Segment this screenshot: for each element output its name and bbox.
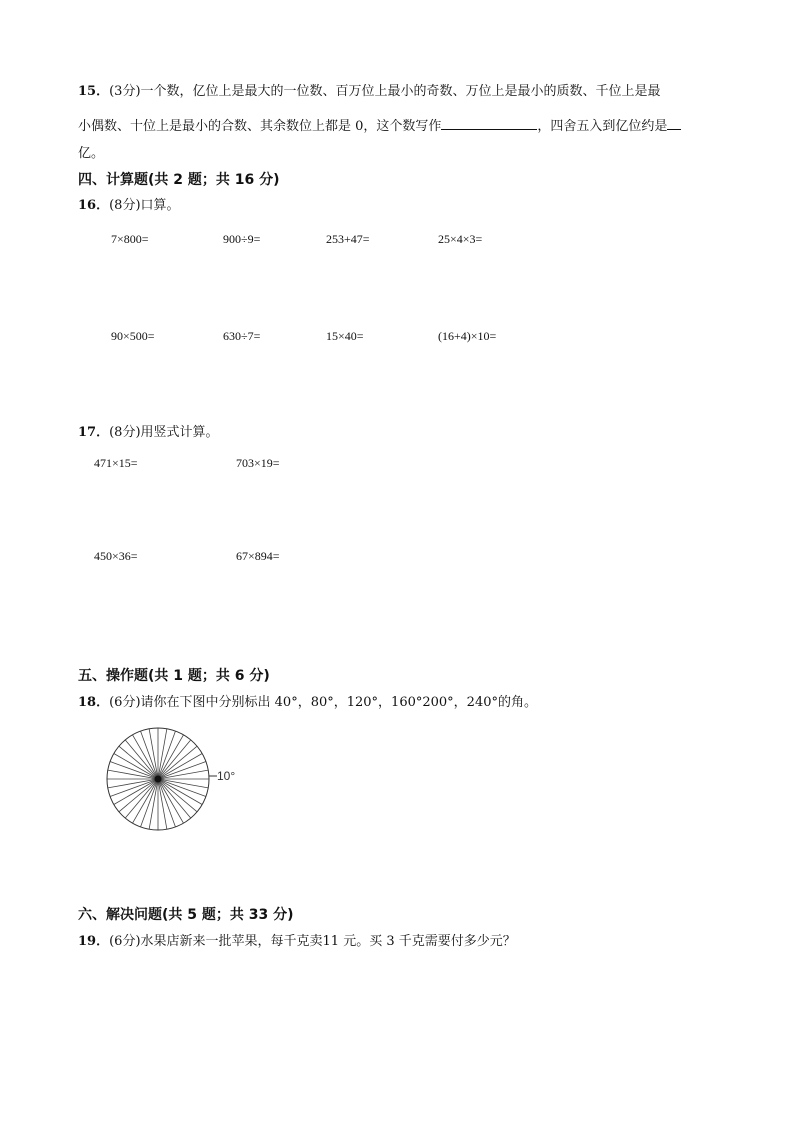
q16-expr-1: 7×800= [111, 232, 149, 246]
q16-expr-3: 253+47= [326, 232, 370, 246]
q16-expr-8: (16+4)×10= [438, 329, 497, 343]
q17-prompt: 用竖式计算。 [140, 425, 219, 440]
q19-score: (6分) [109, 934, 141, 949]
q15-line-3 [78, 145, 104, 163]
q18-number: 18 [78, 695, 97, 710]
q16-expr-2: 900÷9= [223, 232, 261, 246]
q15-text-2b: ，四舍五入到亿位约是 [537, 119, 668, 134]
q17-score: (8分) [109, 425, 141, 440]
q16-number: 16 [78, 198, 97, 213]
q18-score: (6分) [109, 695, 141, 710]
q17-expr-4: 67×894= [236, 549, 280, 563]
q16-expr-6: 630÷7= [223, 329, 261, 343]
q16-expr-4: 25×4×3= [438, 232, 483, 246]
center-point [155, 776, 162, 783]
q15-answer-blank-1[interactable] [441, 115, 537, 130]
q15-text-3: 亿。 [78, 146, 105, 161]
q16-prompt: 口算。 [140, 198, 180, 213]
q19-header: 19．(6分)水果店新来一批苹果，每千克卖11 元。买 3 千克需要付多少元？ [78, 934, 516, 949]
section-6-heading: 六、解决问题(共 5 题；共 33 分) [78, 907, 294, 923]
section-5-heading: 五、操作题(共 1 题；共 6 分) [78, 668, 270, 684]
q15-text-2a: 小偶数、十位上是最小的合数、其余数位上都是 0，这个数写作 [78, 119, 442, 134]
q19-prompt: 水果店新来一批苹果，每千克卖11 元。买 3 千克需要付多少元？ [140, 934, 516, 949]
q15-text-1: 一个数，亿位上是最大的一位数、百万位上最小的奇数、万位上是最小的质数、千位上是最 [140, 84, 661, 99]
angle-circle-diagram[interactable] [100, 722, 260, 838]
q17-header: 17．(8分)用竖式计算。 [78, 425, 219, 440]
angle-label: 10° [217, 769, 236, 783]
q17-number: 17 [78, 425, 97, 440]
q18-prompt: 请你在下图中分别标出 40°，80°，120°，160°200°，240°的角。 [140, 695, 537, 710]
q16-expr-5: 90×500= [111, 329, 155, 343]
section-4-heading: 四、计算题(共 2 题；共 16 分) [78, 172, 280, 188]
q15-score: (3分) [109, 84, 141, 99]
q18-header: 18．(6分)请你在下图中分别标出 40°，80°，120°，160°200°，240°的角。 [78, 695, 537, 710]
q15-line-1: 15．(3分)一个数，亿位上是最大的一位数、百万位上最小的奇数、万位上是最小的质数、千位上是最 [78, 84, 661, 99]
q15-answer-blank-2[interactable] [667, 115, 681, 130]
q15-line-2 [78, 115, 681, 136]
q16-header: 16．(8分)口算。 [78, 198, 180, 213]
q17-expr-3: 450×36= [94, 549, 138, 563]
q16-score: (8分) [109, 198, 141, 213]
q17-expr-1: 471×15= [94, 456, 138, 470]
q17-expr-2: 703×19= [236, 456, 280, 470]
q15-number: 15 [78, 84, 97, 99]
q19-number: 19 [78, 934, 97, 949]
q16-expr-7: 15×40= [326, 329, 364, 343]
